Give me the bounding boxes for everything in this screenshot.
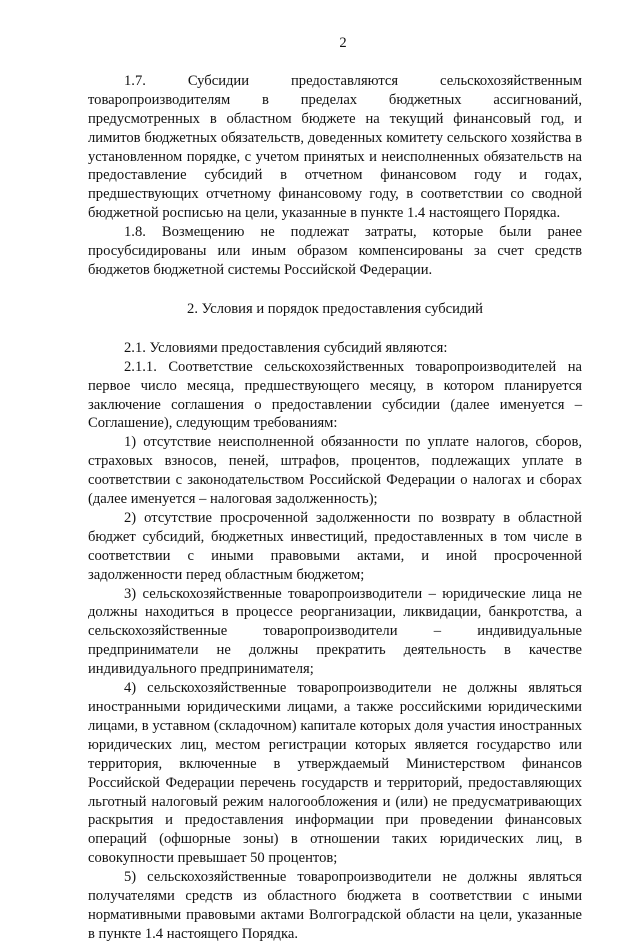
paragraph-2-1-1: 2.1.1. Соответствие сельскохозяйственных товаропроизводителей на первое число месяца, предшествующего месяцу, в котором планируется заключение соглашения о предоставлении субсидии (далее именуется – Соглашение), следующим требованиям: [88,358,582,432]
requirement-item-1: 1) отсутствие неисполненной обязанности по уплате налогов, сборов, страховых взносов, пеней, штрафов, процентов, подлежащих уплате в соответствии с законодательством Российской Федерации о налогах и сборах (далее именуется – налоговая задолженность); [88,434,582,508]
requirement-item-3: 3) сельскохозяйственные товаропроизводители – юридические лица не должны находиться в процессе реорганизации, ликвидации, банкротства, а сельскохозяйственные товаропроизводители – индивидуальные предприниматели не должны прекратить деятельность в качестве индивидуального предпринимателя; [88,585,582,678]
requirement-item-4: 4) сельскохозяйственные товаропроизводители не должны являться иностранными юридическими лицами, а также российскими юридическими лицами, в уставном (складочном) капитале которых доля участия иностранных юридических лиц, местом регистрации которых является государство или территория, включенные в утверждаемый Министерством финансов Российской Федерации перечень государств и территорий, предоставляющих льготный налоговый режим налогообложения и (или) не предусматривающих раскрытия и предоставления информации при проведении финансовых операций (офшорные зоны) в отношении таких юридических лиц, в совокупности превышает 50 процентов; [88,680,582,867]
section-heading: 2. Условия и порядок предоставления субсидий [187,300,483,317]
requirement-item-2: 2) отсутствие просроченной задолженности по возврату в областной бюджет субсидий, бюджетных инвестиций, предоставленных в том числе в соответствии с иными правовыми актами, и иной просроченной задолженности перед областным бюджетом; [88,509,582,583]
requirement-item-5: 5) сельскохозяйственные товаропроизводители не должны являться получателями средств из областного бюджета в соответствии с иными нормативными правовыми актами Волгоградской области на цели, указанные в пункте 1.4 настоящего Порядка. [88,869,582,942]
paragraph-1-7: 1.7. Субсидии предоставляются сельскохозяйственным товаропроизводителям в пределах бюджетных ассигнований, предусмотренных в областном бюджете на текущий финансовый год, и лимитов бюджетных обязательств, доведенных комитету сельского хозяйства в установленном порядке, с учетом принятых и неисполненных обязательств на предоставление субсидий в отчетном финансовом году и годах, предшествующих отчетному финансовому году, в соответствии со сводной бюджетной росписью на цели, указанные в пункте 1.4 настоящего Порядка. [88,72,582,222]
paragraph-2-1: 2.1. Условиями предоставления субсидий являются: [124,339,448,356]
paragraph-1-8: 1.8. Возмещению не подлежат затраты, которые были ранее просубсидированы или иным образом компенсированы за счет средств бюджетов бюджетной системы Российской Федерации. [88,224,582,278]
page-number: 2 [339,35,347,51]
